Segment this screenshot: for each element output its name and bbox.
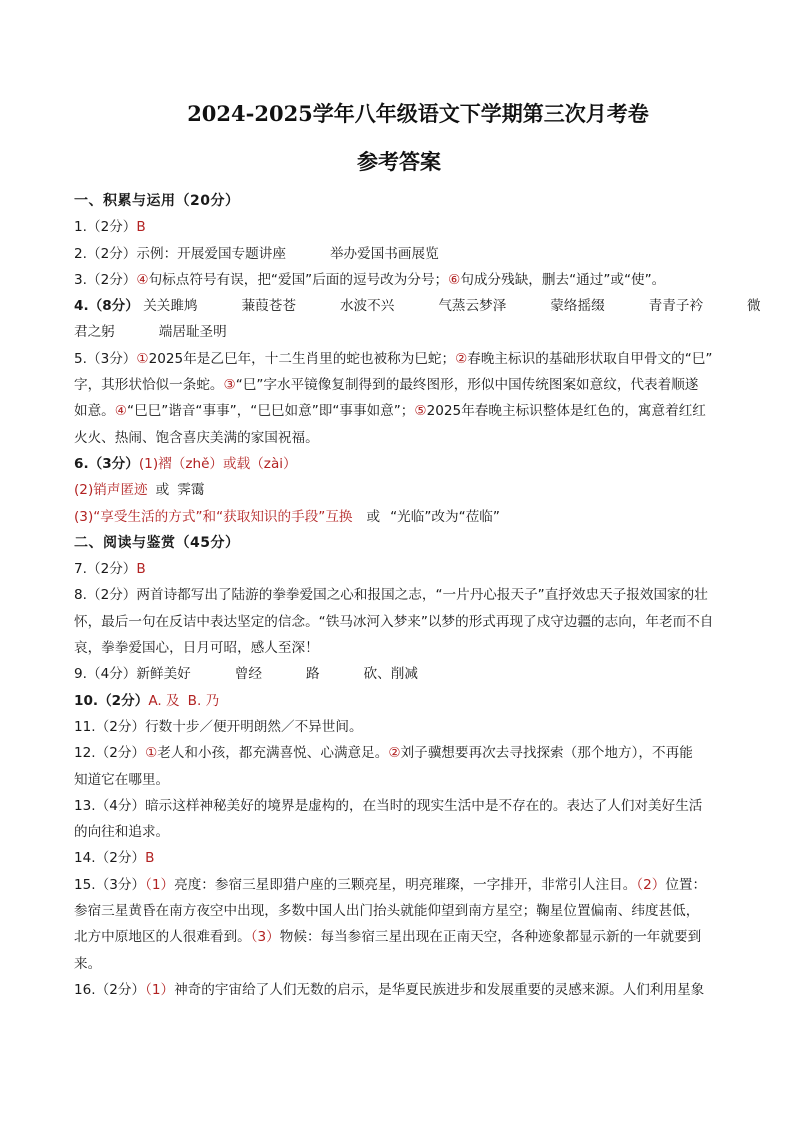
poem-line: 端居耻圣明 — [158, 324, 227, 341]
answer-text: 行数十步／便开明朗然／不异世间。 — [145, 718, 363, 735]
circled-marker: ④ — [136, 271, 149, 288]
answer-text: 举办爱国书画展览 — [329, 245, 439, 262]
poem-line: 君之躬 — [74, 324, 115, 341]
page-title: 2024-2025学年八年级语文下学期第三次月考卷 — [187, 101, 649, 126]
answer-q16-line1 — [74, 977, 720, 1003]
answer-text: 物候：每当参宿三星出现在正南天空，各种迹象都显示新的一年就要到 — [279, 929, 702, 946]
answer-q14 — [74, 845, 720, 871]
answer-text: 北方中原地区的人很难看到。 — [74, 929, 251, 946]
answer-text: 位置： — [665, 876, 707, 893]
answer-text: 2025年春晚主标识整体是红色的，寓意着红红 — [426, 403, 706, 420]
answer-q6-part3 — [74, 504, 720, 530]
part-marker: （1） — [145, 876, 175, 893]
question-number: 12.（2分） — [74, 745, 146, 762]
answer-q5-line2 — [74, 372, 720, 398]
answer-text: 砍、削减 — [363, 666, 418, 683]
question-number: 10.（2分） — [74, 692, 149, 709]
circled-marker: ① — [145, 745, 158, 762]
answer-text: 的向往和追求。 — [74, 824, 170, 841]
answer-q12-line2 — [74, 767, 720, 793]
answer-q7 — [74, 556, 720, 582]
answer-text: 字，其形状恰似一条蛇。 — [74, 377, 224, 394]
answer-q6-part2 — [74, 477, 720, 503]
answer-text: (1)褶（zhě）或载（zài） — [138, 455, 297, 472]
circled-marker: ⑤ — [414, 403, 427, 420]
answer-q13-line1 — [74, 793, 720, 819]
answer-q3 — [74, 267, 720, 293]
poem-line: 青青子衿 — [648, 298, 704, 315]
page-subtitle: 参考答案 — [357, 149, 441, 174]
circled-marker: ⑥ — [448, 271, 461, 288]
part-marker: （3） — [250, 929, 280, 946]
answer-q1 — [74, 214, 720, 240]
answer-choice: B — [136, 219, 146, 236]
question-number: 14.（2分） — [74, 850, 146, 867]
answer-text: “光临”改为“莅临” — [390, 508, 500, 525]
answer-q15-line1 — [74, 872, 720, 898]
answer-q8-line3 — [74, 635, 720, 661]
answer-q9 — [74, 661, 720, 687]
answer-q10 — [74, 688, 720, 714]
answer-text: 怀，最后一句在反诘中表达坚定的信念。“铁马冰河入梦来”以梦的形式再现了戍守边疆的志向，年老而不自 — [74, 613, 714, 630]
answer-text: 老人和小孩，都充满喜悦、心满意足。 — [157, 745, 389, 762]
answer-text: 句成分残缺，删去“通过”或“使”。 — [460, 271, 666, 288]
question-number: 11.（2分） — [74, 718, 146, 735]
answer-q4-cont — [74, 319, 720, 345]
circled-marker: ③ — [223, 377, 236, 394]
answer-text: (3)“享受生活的方式”和“获取知识的手段”互换 — [74, 508, 353, 525]
question-number: 3.（2分） — [74, 271, 137, 288]
answer-text: 哀，拳拳爱国心，日月可昭，感人至深！ — [74, 640, 319, 657]
answer-text: 2025年是乙巳年，十二生肖里的蛇也被称为巳蛇； — [148, 350, 456, 367]
answer-choice: B — [145, 850, 155, 867]
question-number: 16.（2分） — [74, 981, 146, 998]
answer-q15-line3 — [74, 924, 720, 950]
answer-q12-line1 — [74, 740, 720, 766]
question-number: 5.（3分） — [74, 350, 137, 367]
poem-line: 微 — [747, 298, 761, 315]
answer-text: 如意。 — [74, 403, 115, 420]
answer-text: 或 — [155, 482, 170, 499]
poem-line: 蒙络摇缀 — [550, 298, 605, 315]
answer-text: “巳”字水平镜像复制得到的最终图形，形似中国传统图案如意纹，代表着顺遂 — [235, 377, 699, 394]
answer-q11 — [74, 714, 720, 740]
answer-text: 路 — [305, 666, 320, 683]
answer-q8-line1 — [74, 582, 720, 608]
answer-text: 火火、热闹、饱含喜庆美满的家国祝福。 — [74, 429, 319, 446]
question-number: 2.（2分） — [74, 245, 137, 262]
answer-text: 霁霭 — [177, 482, 205, 499]
answer-text: 暗示这样神秘美好的境界是虚构的，在当时的现实生活中是不存在的。表达了人们对美好生活 — [145, 797, 703, 814]
poem-line: 蒹葭苍苍 — [241, 298, 296, 315]
answer-q6-part1 — [74, 451, 720, 477]
answer-text: 知道它在哪里。 — [74, 771, 170, 788]
question-number: 6.（3分） — [74, 455, 139, 472]
answer-text: 示例：开展爱国专题讲座 — [136, 245, 286, 262]
answer-q5-line1 — [74, 346, 720, 372]
question-number: 9.（4分） — [74, 666, 137, 683]
answer-text: “巳巳”谐音“事事”，“巳巳如意”即“事事如意”； — [126, 403, 415, 420]
question-number: 8.（2分） — [74, 587, 137, 604]
answer-q13-line2 — [74, 819, 720, 845]
question-number: 4.（8分） — [74, 298, 139, 315]
answer-text: 亮度：参宿三星即猎户座的三颗亮星，明亮璀璨，一字排开，非常引人注目。 — [174, 876, 637, 893]
answer-text: 新鲜美好 — [136, 666, 191, 683]
section-heading-2: 二、阅读与鉴赏（45分） — [74, 534, 240, 551]
answer-text: 参宿三星黄昏在南方夜空中出现，多数中国人出门抬头就能仰望到南方星空；鞠星位置偏南、纬度甚低， — [74, 903, 700, 920]
answer-q5-line4 — [74, 425, 720, 451]
answer-text: 曾经 — [234, 666, 262, 683]
poem-line: 气蒸云梦泽 — [438, 298, 507, 315]
part-marker: （2） — [636, 876, 666, 893]
answer-text: 句标点符号有误，把“爱国”后面的逗号改为分号； — [148, 271, 449, 288]
circled-marker: ② — [455, 350, 468, 367]
circled-marker: ④ — [114, 403, 127, 420]
answer-text: (2)销声匿迹 — [74, 482, 148, 499]
answer-text: 神奇的宇宙给了人们无数的启示，是华夏民族进步和发展重要的灵感来源。人们利用星象 — [174, 981, 705, 998]
answer-choice: B. 乃 — [187, 692, 220, 709]
answer-q4 — [74, 293, 761, 319]
answer-text: 两首诗都写出了陆游的拳拳爱国之心和报国之志，“一片丹心报天子”直抒效忠天子报效国家的壮 — [136, 587, 708, 604]
answer-q15-line4 — [74, 951, 720, 977]
section-heading-1: 一、积累与运用（20分） — [74, 193, 240, 209]
answer-q8-line2 — [74, 609, 720, 635]
answer-q2 — [74, 241, 720, 267]
question-number: 15.（3分） — [74, 876, 146, 893]
poem-line: 水波不兴 — [339, 298, 395, 315]
answer-text: 来。 — [74, 955, 102, 972]
circled-marker: ② — [388, 745, 401, 762]
poem-line: 关关雎鸠 — [143, 298, 198, 315]
answer-content — [74, 188, 761, 1003]
circled-marker: ① — [136, 350, 149, 367]
answer-q15-line2 — [74, 898, 720, 924]
answer-text: 春晚主标识的基础形状取自甲骨文的“巳” — [467, 350, 713, 367]
answer-text: 刘子骥想要再次去寻找探索（那个地方），不再能 — [400, 745, 693, 762]
answer-choice: A. 及 — [148, 692, 180, 709]
answer-text: 或 — [366, 508, 381, 525]
answer-q5-line3 — [74, 398, 720, 424]
question-number: 13.（4分） — [74, 797, 146, 814]
part-marker: （1） — [145, 981, 175, 998]
question-number: 7.（2分） — [74, 561, 137, 578]
question-number: 1.（2分） — [74, 219, 137, 236]
answer-choice: B — [136, 561, 146, 578]
